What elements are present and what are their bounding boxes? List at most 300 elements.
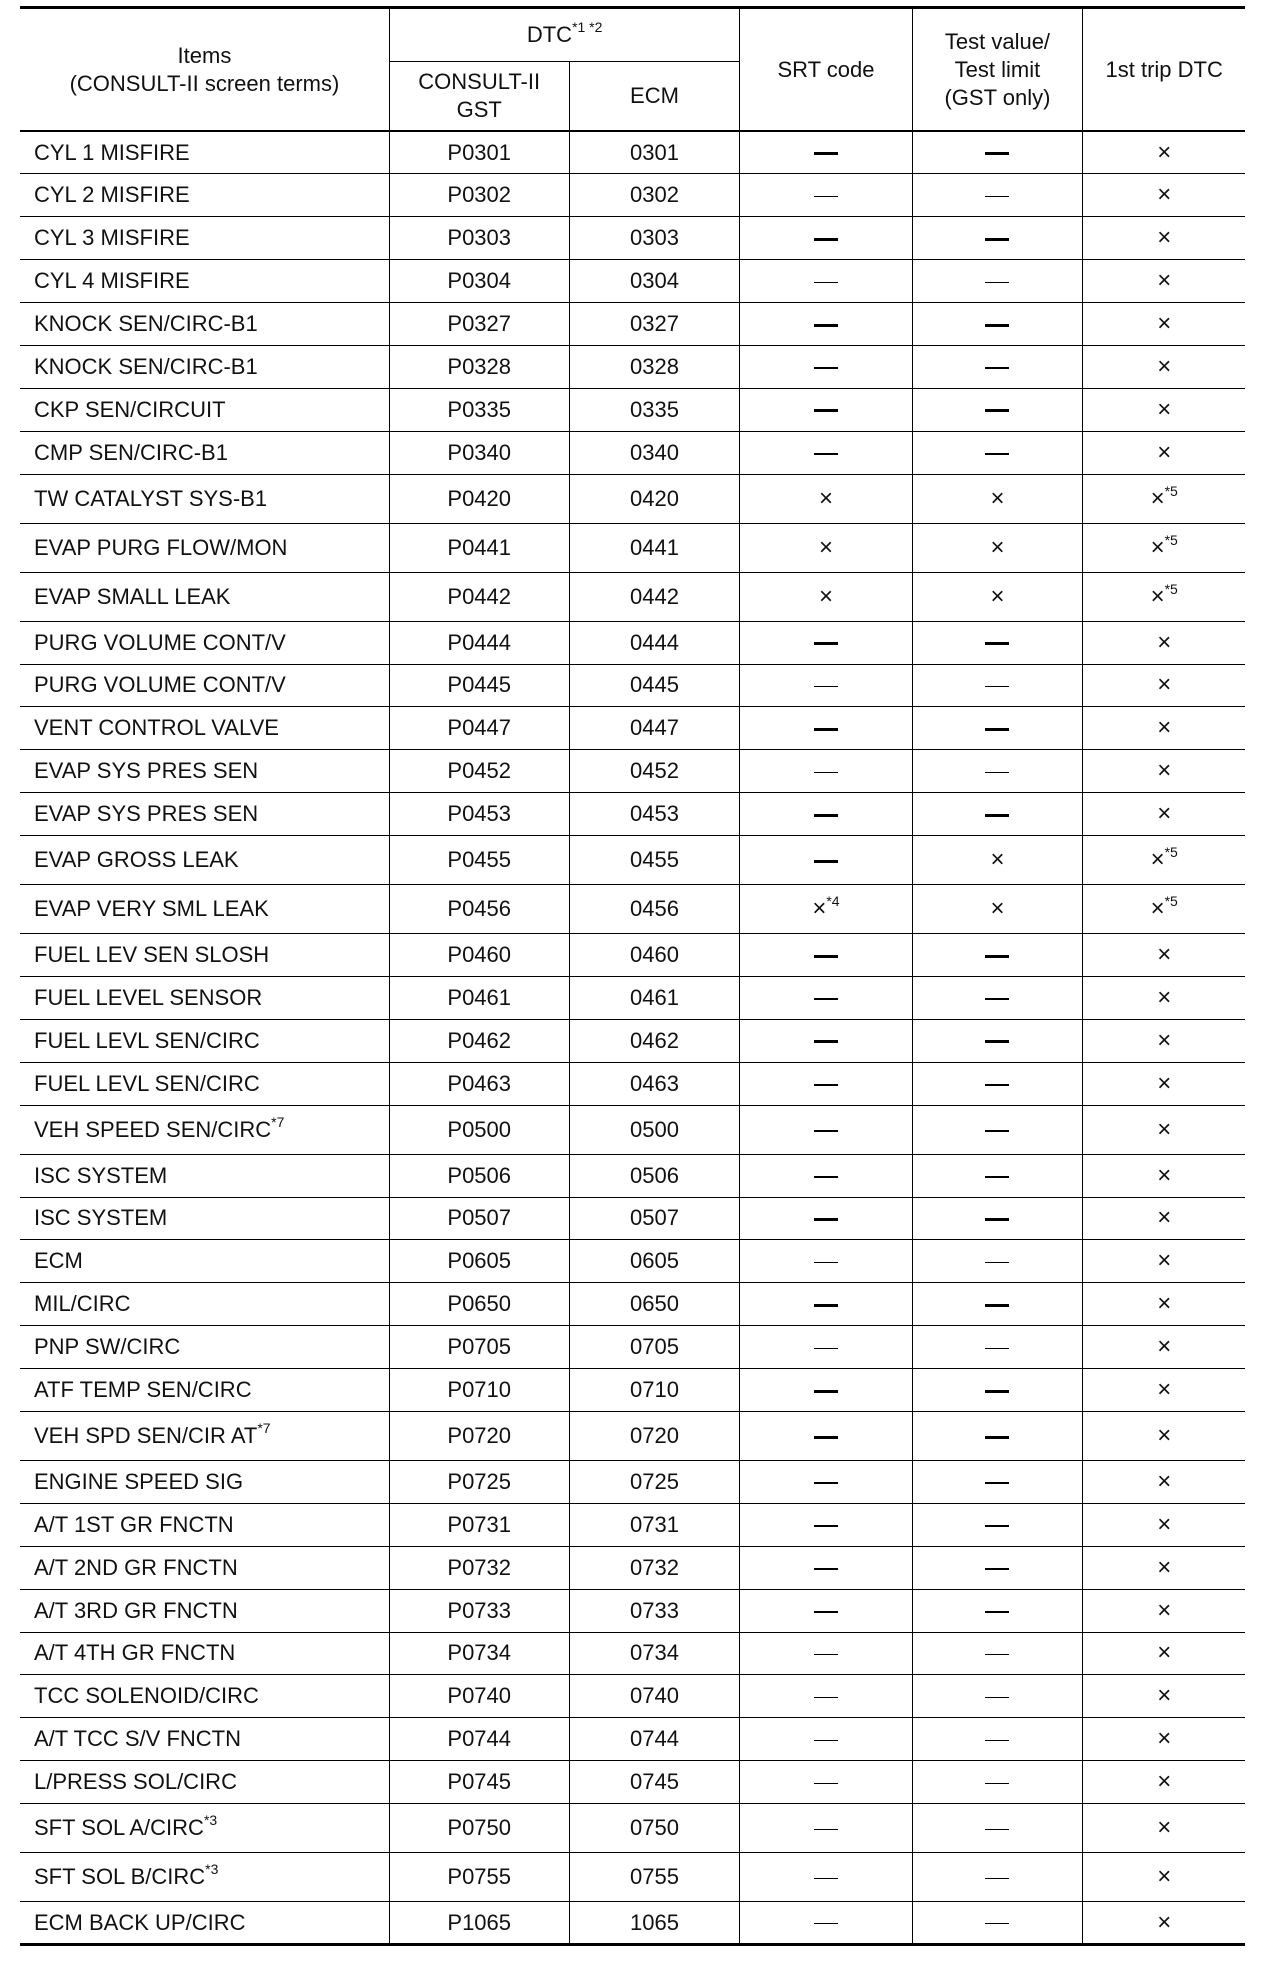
- cell-item: [20, 1853, 389, 1902]
- cell-srt: [740, 345, 912, 388]
- table-row: [20, 1154, 1245, 1197]
- cell-test-value: [912, 572, 1083, 621]
- not-applicable-dash: [814, 998, 838, 1000]
- cell-gst-code-text: P0460: [447, 942, 512, 968]
- cell-gst-code-text: P0445: [447, 672, 512, 698]
- cell-gst-code: [389, 1503, 569, 1546]
- cell-ecm-code: [569, 1546, 740, 1589]
- cell-test-value: [912, 474, 1083, 523]
- cell-ecm-code: [569, 1326, 740, 1369]
- cell-srt: [740, 1369, 912, 1412]
- not-applicable-dash: [985, 998, 1009, 1000]
- cell-first-trip: [1083, 1546, 1245, 1589]
- cell-test-value: [912, 1804, 1083, 1853]
- cell-ecm-code: [569, 1804, 740, 1853]
- cell-srt: [740, 1804, 912, 1853]
- table-row: [20, 1546, 1245, 1589]
- cell-first-trip-footnote: *5: [1164, 893, 1178, 910]
- cell-srt: [740, 621, 912, 664]
- cell-gst-code-text: P0463: [447, 1070, 512, 1096]
- not-applicable-dash: [814, 453, 838, 455]
- cell-test-value: [912, 1632, 1083, 1675]
- cell-ecm-code-text: 0456: [629, 896, 679, 922]
- cell-ecm-code-text: 0460: [629, 942, 679, 968]
- not-applicable-dash: [814, 152, 838, 155]
- cell-item-text: CYL 2 MISFIRE: [34, 182, 190, 208]
- cell-ecm-code-text: 0744: [629, 1726, 679, 1752]
- applicable-x-mark: ×: [1157, 671, 1172, 699]
- applicable-x-mark: ×: [1157, 1204, 1172, 1232]
- not-applicable-dash: [814, 1740, 838, 1742]
- applicable-x-mark: ×: [818, 533, 833, 561]
- header-srt: [740, 8, 912, 132]
- applicable-x-mark: ×: [1157, 941, 1172, 969]
- table-row: [20, 1019, 1245, 1062]
- cell-item: [20, 1019, 389, 1062]
- header-test-line2: Test limit: [954, 56, 1041, 82]
- cell-ecm-code: [569, 1718, 740, 1761]
- cell-gst-code: [389, 885, 569, 934]
- table-row: [20, 750, 1245, 793]
- cell-gst-code: [389, 793, 569, 836]
- cell-item: [20, 1675, 389, 1718]
- applicable-x-mark: ×: [1157, 1768, 1172, 1796]
- table-row: [20, 1503, 1245, 1546]
- applicable-x-mark: ×: [1150, 846, 1165, 874]
- cell-test-value: [912, 1902, 1083, 1945]
- cell-item-text: ATF TEMP SEN/CIRC: [34, 1377, 252, 1403]
- cell-ecm-code-text: 0705: [629, 1334, 679, 1360]
- not-applicable-dash: [814, 1348, 838, 1350]
- cell-gst-code-text: P0605: [447, 1248, 512, 1274]
- cell-srt: [740, 707, 912, 750]
- cell-gst-code: [389, 1326, 569, 1369]
- cell-srt: [740, 1632, 912, 1675]
- cell-test-value: [912, 345, 1083, 388]
- cell-item-text: ISC SYSTEM: [34, 1205, 168, 1231]
- cell-gst-code: [389, 303, 569, 346]
- applicable-x-mark: ×: [1157, 1421, 1172, 1449]
- cell-gst-code-text: P0650: [447, 1291, 512, 1317]
- cell-ecm-code: [569, 131, 740, 174]
- cell-test-value: [912, 1411, 1083, 1460]
- cell-item: [20, 1902, 389, 1945]
- not-applicable-dash: [985, 1697, 1009, 1699]
- cell-gst-code: [389, 1761, 569, 1804]
- header-items-line2: (CONSULT-II screen terms): [69, 70, 340, 96]
- cell-item: [20, 664, 389, 707]
- not-applicable-dash: [814, 1654, 838, 1656]
- cell-item: [20, 217, 389, 260]
- cell-ecm-code-text: 0750: [629, 1815, 679, 1841]
- table-row: [20, 934, 1245, 977]
- cell-gst-code: [389, 523, 569, 572]
- cell-item-text: EVAP PURG FLOW/MON: [34, 534, 288, 560]
- cell-gst-code-text: P0444: [447, 629, 512, 655]
- cell-gst-code: [389, 431, 569, 474]
- cell-srt: [740, 750, 912, 793]
- cell-srt: [740, 1853, 912, 1902]
- cell-first-trip: [1083, 664, 1245, 707]
- cell-item-text: CKP SEN/CIRCUIT: [34, 396, 226, 422]
- cell-test-value: [912, 1019, 1083, 1062]
- cell-gst-code: [389, 1589, 569, 1632]
- not-applicable-dash: [814, 1697, 838, 1699]
- cell-item: [20, 1240, 389, 1283]
- not-applicable-dash: [814, 1084, 838, 1086]
- cell-item: [20, 976, 389, 1019]
- cell-item-text: CYL 4 MISFIRE: [34, 268, 190, 294]
- cell-ecm-code-text: 0444: [629, 629, 679, 655]
- header-trip-label: 1st trip DTC: [1105, 56, 1223, 82]
- cell-srt: [740, 1460, 912, 1503]
- cell-test-value: [912, 1675, 1083, 1718]
- not-applicable-dash: [985, 1304, 1009, 1307]
- cell-item-text: SFT SOL A/CIRC: [34, 1815, 204, 1841]
- cell-ecm-code: [569, 1240, 740, 1283]
- cell-test-value: [912, 1369, 1083, 1412]
- cell-item: [20, 1369, 389, 1412]
- cell-first-trip: [1083, 523, 1245, 572]
- cell-gst-code-text: P0304: [447, 268, 512, 294]
- not-applicable-dash: [985, 453, 1009, 455]
- cell-ecm-code: [569, 1154, 740, 1197]
- applicable-x-mark: ×: [1157, 352, 1172, 380]
- cell-gst-code: [389, 1853, 569, 1902]
- cell-gst-code-text: P0340: [447, 439, 512, 465]
- cell-first-trip: [1083, 1197, 1245, 1240]
- cell-ecm-code: [569, 793, 740, 836]
- cell-ecm-code-text: 0455: [629, 847, 679, 873]
- cell-gst-code-text: P0720: [447, 1422, 512, 1448]
- cell-gst-code: [389, 1019, 569, 1062]
- table-row: [20, 431, 1245, 474]
- not-applicable-dash: [814, 1568, 838, 1570]
- applicable-x-mark: ×: [1157, 1161, 1172, 1189]
- cell-srt: [740, 131, 912, 174]
- cell-ecm-code: [569, 1062, 740, 1105]
- not-applicable-dash: [985, 1348, 1009, 1350]
- cell-gst-code-text: P0725: [447, 1468, 512, 1494]
- cell-ecm-code: [569, 1019, 740, 1062]
- not-applicable-dash: [985, 814, 1009, 817]
- not-applicable-dash: [814, 686, 838, 688]
- table-row: [20, 1632, 1245, 1675]
- cell-srt: [740, 388, 912, 431]
- cell-item: [20, 1411, 389, 1460]
- cell-item-text: EVAP SYS PRES SEN: [34, 801, 259, 827]
- not-applicable-dash: [985, 1218, 1009, 1221]
- header-ecm-label: ECM: [630, 83, 679, 108]
- cell-gst-code: [389, 1902, 569, 1945]
- cell-ecm-code: [569, 1902, 740, 1945]
- applicable-x-mark: ×: [990, 895, 1005, 923]
- cell-gst-code-text: P0462: [447, 1027, 512, 1053]
- cell-test-value: [912, 976, 1083, 1019]
- cell-gst-code: [389, 1675, 569, 1718]
- cell-gst-code: [389, 1411, 569, 1460]
- cell-item-text: CYL 3 MISFIRE: [34, 225, 190, 251]
- cell-item: [20, 750, 389, 793]
- table-row: [20, 976, 1245, 1019]
- cell-gst-code: [389, 836, 569, 885]
- cell-ecm-code-text: 0605: [629, 1248, 679, 1274]
- cell-test-value: [912, 934, 1083, 977]
- applicable-x-mark: ×: [1157, 983, 1172, 1011]
- cell-gst-code-text: P0327: [447, 311, 512, 336]
- cell-item-text: CYL 1 MISFIRE: [34, 139, 190, 165]
- applicable-x-mark: ×: [1150, 582, 1165, 610]
- header-items-line1: Items: [177, 42, 232, 68]
- cell-ecm-code-text: 0335: [629, 396, 679, 422]
- cell-ecm-code: [569, 1411, 740, 1460]
- applicable-x-mark: ×: [1157, 1908, 1172, 1936]
- cell-gst-code: [389, 345, 569, 388]
- cell-gst-code-text: P0442: [447, 583, 512, 609]
- cell-item: [20, 1460, 389, 1503]
- cell-srt: [740, 1675, 912, 1718]
- not-applicable-dash: [985, 238, 1009, 241]
- cell-ecm-code: [569, 621, 740, 664]
- cell-gst-code-text: P0453: [447, 801, 512, 827]
- cell-first-trip: [1083, 750, 1245, 793]
- applicable-x-mark: ×: [1157, 1814, 1172, 1842]
- cell-item-text: EVAP GROSS LEAK: [34, 847, 239, 873]
- cell-ecm-code-text: 0650: [629, 1291, 679, 1317]
- cell-ecm-code-text: 0328: [629, 353, 679, 379]
- table-row: [20, 885, 1245, 934]
- table-row: [20, 1326, 1245, 1369]
- cell-test-value: [912, 885, 1083, 934]
- applicable-x-mark: ×: [1150, 533, 1165, 561]
- cell-srt: [740, 934, 912, 977]
- cell-gst-code-text: P0710: [447, 1377, 512, 1403]
- cell-ecm-code: [569, 1675, 740, 1718]
- cell-srt: [740, 572, 912, 621]
- table-row: [20, 1369, 1245, 1412]
- not-applicable-dash: [814, 1436, 838, 1439]
- cell-ecm-code-text: 0725: [629, 1468, 679, 1494]
- applicable-x-mark: ×: [1157, 1247, 1172, 1275]
- applicable-x-mark: ×: [1157, 1639, 1172, 1667]
- cell-test-value: [912, 1718, 1083, 1761]
- cell-srt: [740, 1589, 912, 1632]
- not-applicable-dash: [985, 1040, 1009, 1043]
- not-applicable-dash: [985, 1654, 1009, 1656]
- table-row: [20, 260, 1245, 303]
- table-body: [20, 131, 1245, 1945]
- cell-srt: [740, 1105, 912, 1154]
- cell-item: [20, 621, 389, 664]
- cell-srt: [740, 1326, 912, 1369]
- not-applicable-dash: [985, 196, 1009, 198]
- cell-item: [20, 1761, 389, 1804]
- table-row: [20, 1718, 1245, 1761]
- applicable-x-mark: ×: [1157, 1682, 1172, 1710]
- table-row: [20, 1853, 1245, 1902]
- cell-ecm-code: [569, 1460, 740, 1503]
- cell-first-trip: [1083, 1589, 1245, 1632]
- not-applicable-dash: [814, 814, 838, 817]
- not-applicable-dash: [814, 409, 838, 412]
- cell-gst-code: [389, 1460, 569, 1503]
- cell-gst-code-text: P0755: [447, 1864, 512, 1890]
- cell-ecm-code-text: 0302: [629, 182, 679, 208]
- cell-first-trip: [1083, 793, 1245, 836]
- cell-ecm-code-text: 0303: [629, 225, 679, 251]
- cell-gst-code: [389, 1283, 569, 1326]
- cell-gst-code-text: P0301: [447, 139, 512, 165]
- cell-gst-code-text: P0745: [447, 1769, 512, 1795]
- cell-first-trip: [1083, 1902, 1245, 1945]
- not-applicable-dash: [814, 196, 838, 198]
- applicable-x-mark: ×: [990, 484, 1005, 512]
- cell-first-trip: [1083, 260, 1245, 303]
- cell-ecm-code: [569, 260, 740, 303]
- cell-first-trip: [1083, 431, 1245, 474]
- table-row: [20, 1240, 1245, 1283]
- cell-first-trip: [1083, 1062, 1245, 1105]
- cell-gst-code: [389, 934, 569, 977]
- cell-first-trip: [1083, 836, 1245, 885]
- cell-ecm-code: [569, 885, 740, 934]
- cell-first-trip: [1083, 1718, 1245, 1761]
- cell-ecm-code-text: 0745: [629, 1769, 679, 1795]
- cell-ecm-code-text: 0755: [629, 1864, 679, 1890]
- cell-item-text: A/T 2ND GR FNCTN: [34, 1554, 238, 1580]
- cell-item-text: SFT SOL B/CIRC: [34, 1864, 206, 1890]
- table-row: [20, 1804, 1245, 1853]
- cell-gst-code-text: P0420: [447, 485, 512, 511]
- cell-first-trip: [1083, 1283, 1245, 1326]
- cell-item: [20, 707, 389, 750]
- cell-gst-code-text: P0461: [447, 984, 512, 1010]
- cell-gst-code-text: P0452: [447, 758, 512, 784]
- cell-ecm-code: [569, 1369, 740, 1412]
- cell-item-text: KNOCK SEN/CIRC-B1: [34, 311, 258, 336]
- cell-item-text: FUEL LEVL SEN/CIRC: [34, 1070, 260, 1096]
- applicable-x-mark: ×: [818, 484, 833, 512]
- cell-first-trip: [1083, 1761, 1245, 1804]
- cell-first-trip: [1083, 1019, 1245, 1062]
- cell-ecm-code-text: 0327: [629, 311, 679, 336]
- not-applicable-dash: [814, 1262, 838, 1264]
- cell-ecm-code: [569, 572, 740, 621]
- table-row: [20, 1675, 1245, 1718]
- not-applicable-dash: [985, 1084, 1009, 1086]
- not-applicable-dash: [985, 152, 1009, 155]
- cell-item-text: A/T 4TH GR FNCTN: [34, 1640, 236, 1666]
- cell-first-trip: [1083, 885, 1245, 934]
- cell-ecm-code: [569, 217, 740, 260]
- cell-gst-code-text: P0731: [447, 1511, 512, 1537]
- cell-item: [20, 1062, 389, 1105]
- table-row: [20, 345, 1245, 388]
- table-row: [20, 1761, 1245, 1804]
- cell-item: [20, 572, 389, 621]
- table-row: [20, 793, 1245, 836]
- applicable-x-mark: ×: [1157, 1069, 1172, 1097]
- not-applicable-dash: [814, 642, 838, 645]
- cell-item-text: PURG VOLUME CONT/V: [34, 629, 286, 655]
- cell-item-footnote: *3: [203, 1812, 218, 1829]
- cell-ecm-code: [569, 707, 740, 750]
- cell-srt: [740, 523, 912, 572]
- cell-item: [20, 1589, 389, 1632]
- cell-item-text: EVAP SYS PRES SEN: [34, 758, 259, 784]
- cell-test-value: [912, 1761, 1083, 1804]
- cell-test-value: [912, 523, 1083, 572]
- cell-item: [20, 260, 389, 303]
- header-first-trip: [1083, 8, 1245, 132]
- cell-gst-code-text: P0447: [447, 715, 512, 741]
- cell-gst-code-text: P0328: [447, 353, 512, 379]
- cell-gst-code: [389, 217, 569, 260]
- cell-gst-code: [389, 388, 569, 431]
- cell-item-text: ENGINE SPEED SIG: [34, 1468, 244, 1494]
- cell-ecm-code: [569, 934, 740, 977]
- cell-first-trip: [1083, 131, 1245, 174]
- applicable-x-mark: ×: [1157, 224, 1172, 252]
- cell-first-trip: [1083, 1632, 1245, 1675]
- cell-ecm-code-text: 0731: [629, 1511, 679, 1537]
- cell-gst-code-text: P0335: [447, 396, 512, 422]
- cell-first-trip: [1083, 217, 1245, 260]
- table-row: [20, 217, 1245, 260]
- cell-ecm-code-text: 0447: [629, 715, 679, 741]
- cell-srt-footnote: *4: [826, 893, 840, 910]
- cell-item: [20, 836, 389, 885]
- cell-gst-code: [389, 174, 569, 217]
- applicable-x-mark: ×: [1157, 1725, 1172, 1753]
- table-row: [20, 1589, 1245, 1632]
- cell-srt: [740, 836, 912, 885]
- cell-srt: [740, 793, 912, 836]
- cell-test-value: [912, 1853, 1083, 1902]
- cell-test-value: [912, 621, 1083, 664]
- cell-gst-code: [389, 131, 569, 174]
- cell-item-text: TW CATALYST SYS-B1: [34, 485, 268, 511]
- applicable-x-mark: ×: [1157, 1553, 1172, 1581]
- cell-ecm-code-text: 0740: [629, 1683, 679, 1709]
- cell-item-text: PNP SW/CIRC: [34, 1334, 181, 1360]
- cell-gst-code: [389, 1369, 569, 1412]
- applicable-x-mark: ×: [1157, 800, 1172, 828]
- cell-first-trip: [1083, 1240, 1245, 1283]
- cell-item-text: PURG VOLUME CONT/V: [34, 672, 286, 698]
- cell-ecm-code: [569, 431, 740, 474]
- header-test-value: [912, 8, 1083, 132]
- cell-test-value: [912, 707, 1083, 750]
- cell-item-text: CMP SEN/CIRC-B1: [34, 439, 228, 465]
- cell-test-value: [912, 750, 1083, 793]
- cell-ecm-code-text: 0506: [629, 1162, 679, 1188]
- cell-ecm-code-text: 0720: [629, 1422, 679, 1448]
- cell-srt: [740, 1062, 912, 1105]
- cell-srt: [740, 976, 912, 1019]
- not-applicable-dash: [985, 1829, 1009, 1831]
- table-row: [20, 836, 1245, 885]
- cell-ecm-code-text: 0507: [629, 1205, 679, 1231]
- cell-gst-code-text: P0733: [447, 1597, 512, 1623]
- cell-test-value: [912, 388, 1083, 431]
- applicable-x-mark: ×: [1157, 1596, 1172, 1624]
- not-applicable-dash: [814, 1176, 838, 1178]
- not-applicable-dash: [814, 238, 838, 241]
- not-applicable-dash: [985, 955, 1009, 958]
- cell-gst-code: [389, 664, 569, 707]
- not-applicable-dash: [814, 324, 838, 327]
